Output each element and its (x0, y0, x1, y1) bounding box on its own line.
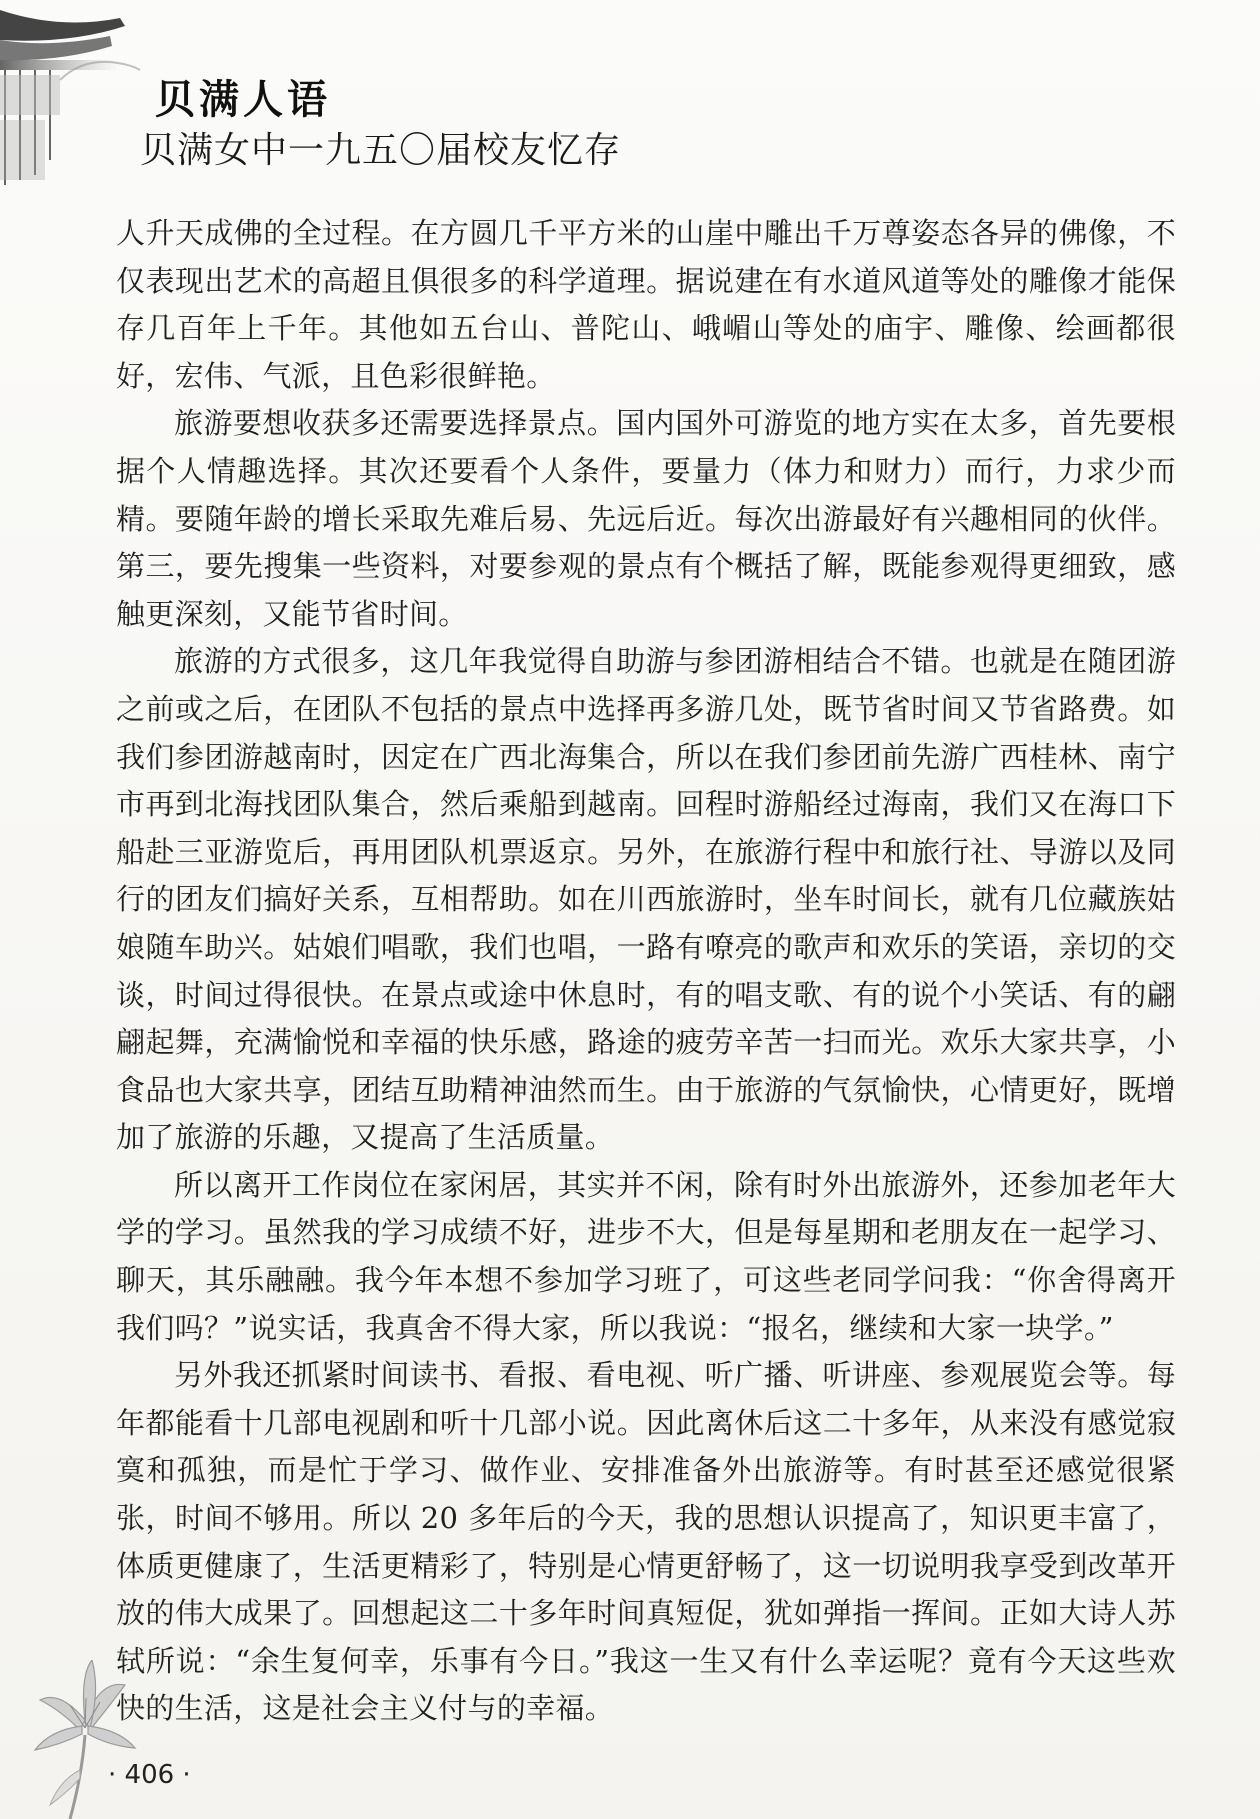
running-header-subtitle: 贝满女中一九五〇届校友忆存 (140, 130, 622, 171)
paragraph: 旅游的方式很多，这几年我觉得自助游与参团游相结合不错。也就是在随团游之前或之后，在团队不包括的景点中选择再多游几处，既节省时间又节省路费。如我们参团游越南时，因定在广西北海集合，所以在我们参团前先游广西桂林、南宁市再到北海找团队集合，然后乘船到越南。回程时游船经过海南，我们又在海口下船赴三亚游览后，再用团队机票返京。另外，在旅游行程中和旅行社、导游以及同行的团友们搞好关系，互相帮助。如在川西旅游时，坐车时间长，就有几位藏族姑娘随车助兴。姑娘们唱歌，我们也唱，一路有嘹亮的歌声和欢乐的笑语，亲切的交谈，时间过得很快。在景点或途中休息时，有的唱支歌、有的说个小笑话、有的翩翩起舞，充满愉悦和幸福的快乐感，路途的疲劳辛苦一扫而光。欢乐大家共享，小食品也大家共享，团结互助精神油然而生。由于旅游的气氛愉快，心情更好，既增加了旅游的乐趣，又提高了生活质量。 (116, 644, 1176, 1155)
paragraph: 所以离开工作岗位在家闲居，其实并不闲，除有时外出旅游外，还参加老年大学的学习。虽然我的学习成绩不好，进步不大，但是每星期和老朋友在一起学习、聊天，其乐融融。我今年本想不参加学习班了，可这些老同学问我：“你舍得离开我们吗？”说实话，我真舍不得大家，所以我说：“报名，继续和大家一块学。” (116, 1167, 1176, 1345)
body-text (116, 210, 1176, 1733)
paragraph: 人升天成佛的全过程。在方圆几千平方米的山崖中雕出千万尊姿态各异的佛像，不仅表现出艺术的高超且俱很多的科学道理。据说建在有水道风道等处的雕像才能保存几百年上千年。其他如五台山、普陀山、峨嵋山等处的庙宇、雕像、绘画都很好，宏伟、气派，且色彩很鲜艳。 (116, 216, 1176, 393)
page-number: · 406 · (108, 1760, 191, 1790)
paragraph: 另外我还抓紧时间读书、看报、看电视、听广播、听讲座、参观展览会等。每年都能看十几部电视剧和听十几部小说。因此离休后这二十多年，从来没有感觉寂寞和孤独，而是忙于学习、做作业、安排准备外出旅游等。有时甚至还感觉很紧张，时间不够用。所以 20 多年后的今天，我的思想认识提高了，知识更丰富了，体质更健康了，生活更精彩了，特别是心情更舒畅了，这一切说明我享受到改革开放的伟大成果了。回想起这二十多年时间真短促，犹如弹指一挥间。正如大诗人苏轼所说：“余生复何幸，乐事有今日。”我这一生又有什么幸运呢？竟有今天这些欢快的生活，这是社会主义付与的幸福。 (116, 1358, 1176, 1726)
running-header-title: 贝满人语 (155, 77, 331, 123)
lily-flower-icon (30, 1660, 140, 1819)
paragraph: 旅游要想收获多还需要选择景点。国内国外可游览的地方实在太多，首先要根据个人情趣选择。其次还要看个人条件，要量力（体力和财力）而行，力求少而精。要随年龄的增长采取先难后易、先远后近。每次出游最好有兴趣相同的伙伴。第三，要先搜集一些资料，对要参观的景点有个概括了解，既能参观得更细致，感触更深刻，又能节省时间。 (116, 406, 1176, 631)
